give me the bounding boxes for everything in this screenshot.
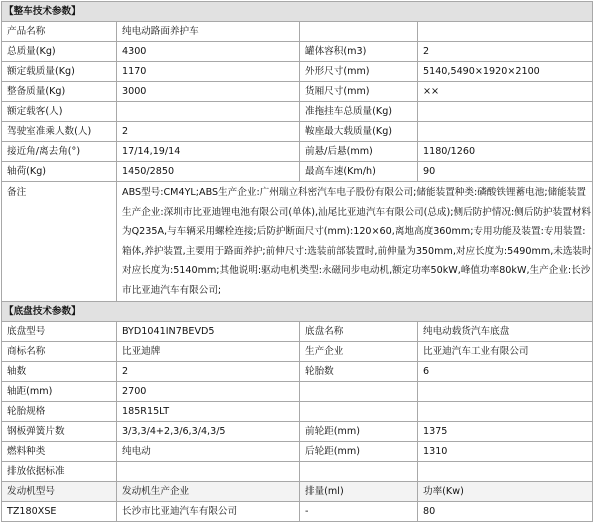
- field-label: 轮胎数: [300, 362, 418, 382]
- remarks-value: ABS型号:CM4YL;ABS生产企业:广州瑞立科密汽车电子股份有限公司;储能装置种类:磷酸铁锂蓄电池;储能装置生产企业:深圳市比亚迪锂电池有限公司(单体),汕尾比亚迪汽车有限公司(总成);侧后防护情况:侧后防护装置材料为Q235A,与车辆采用螺栓连接;后防护断面尺寸(mm):120×60,离地高度360mm;专用功能及装置:专用装置:箱体,养护装置,主要用于路面养护;前伸尺寸:选装前部装置时,前伸量为350mm,对应长度为:5490mm,未选装时对应长度为:5140mm;其他说明:驱动电机类型:永磁同步电动机,额定功率50kW,峰值功率80kW,生产企业:长沙市比亚迪汽车有限公司;: [117, 182, 593, 302]
- field-label: 底盘型号: [2, 322, 117, 342]
- vehicle-row: [2, 22, 593, 42]
- engine-column-header: 发动机型号: [2, 482, 117, 502]
- field-value: 2: [117, 122, 300, 142]
- field-label: 底盘名称: [300, 322, 418, 342]
- field-value: 1375: [418, 422, 593, 442]
- field-label: [300, 462, 418, 482]
- engine-cell: 80: [418, 502, 593, 522]
- remarks-label: 备注: [2, 182, 117, 302]
- vehicle-row: [2, 162, 593, 182]
- field-label: 接近角/离去角(°): [2, 142, 117, 162]
- field-value: 185R15LT: [117, 402, 300, 422]
- field-value: 4300: [117, 42, 300, 62]
- field-value: 90: [418, 162, 593, 182]
- field-value: [418, 402, 593, 422]
- field-label: 轮胎规格: [2, 402, 117, 422]
- field-value: [117, 102, 300, 122]
- vehicle-row: [2, 102, 593, 122]
- vehicle-section-header: [2, 2, 593, 22]
- field-value: 17/14,19/14: [117, 142, 300, 162]
- engine-cell: -: [300, 502, 418, 522]
- engine-cell: TZ180XSE: [2, 502, 117, 522]
- engine-cell: 长沙市比亚迪汽车有限公司: [117, 502, 300, 522]
- field-label: 整备质量(Kg): [2, 82, 117, 102]
- field-value: 1170: [117, 62, 300, 82]
- field-label: 总质量(Kg): [2, 42, 117, 62]
- vehicle-row: [2, 142, 593, 162]
- chassis-row: [2, 462, 593, 482]
- field-value: 比亚迪牌: [117, 342, 300, 362]
- field-value: BYD1041IN7BEVD5: [117, 322, 300, 342]
- field-label: 商标名称: [2, 342, 117, 362]
- field-value: [418, 102, 593, 122]
- field-label: 货厢尺寸(mm): [300, 82, 418, 102]
- field-label: 轴数: [2, 362, 117, 382]
- chassis-row: [2, 342, 593, 362]
- chassis-row: [2, 382, 593, 402]
- field-value: 2: [117, 362, 300, 382]
- chassis-row: [2, 362, 593, 382]
- field-value: 3000: [117, 82, 300, 102]
- field-value: [418, 382, 593, 402]
- field-label: 驾驶室准乘人数(人): [2, 122, 117, 142]
- spec-table: [1, 1, 593, 522]
- field-label: 额定载质量(Kg): [2, 62, 117, 82]
- field-value: [418, 122, 593, 142]
- field-label: 外形尺寸(mm): [300, 62, 418, 82]
- field-value: 1450/2850: [117, 162, 300, 182]
- vehicle-row: [2, 42, 593, 62]
- field-value: 纯电动: [117, 442, 300, 462]
- chassis-section-header: [2, 302, 593, 322]
- field-label: [300, 382, 418, 402]
- field-value: 2700: [117, 382, 300, 402]
- field-value: 2: [418, 42, 593, 62]
- field-value: 5140,5490×1920×2100: [418, 62, 593, 82]
- field-value: 纯电动路面养护车: [117, 22, 300, 42]
- field-label: 轴距(mm): [2, 382, 117, 402]
- field-label: 燃料种类: [2, 442, 117, 462]
- remarks-row: [2, 182, 593, 302]
- chassis-row: [2, 422, 593, 442]
- field-label: 准拖挂车总质量(Kg): [300, 102, 418, 122]
- vehicle-row: [2, 62, 593, 82]
- field-label: 前轮距(mm): [300, 422, 418, 442]
- field-value: [117, 462, 300, 482]
- field-value: [418, 462, 593, 482]
- field-label: 后轮距(mm): [300, 442, 418, 462]
- vehicle-row: [2, 122, 593, 142]
- field-value: ××: [418, 82, 593, 102]
- field-label: [300, 22, 418, 42]
- engine-row: [2, 502, 593, 522]
- field-label: [300, 402, 418, 422]
- chassis-row: [2, 322, 593, 342]
- engine-column-header: 排量(ml): [300, 482, 418, 502]
- field-label: 前悬/后悬(mm): [300, 142, 418, 162]
- field-value: [418, 22, 593, 42]
- field-label: 鞍座最大载质量(Kg): [300, 122, 418, 142]
- field-label: 轴荷(Kg): [2, 162, 117, 182]
- field-label: 最高车速(Km/h): [300, 162, 418, 182]
- field-label: 罐体容积(m3): [300, 42, 418, 62]
- field-label: 钢板弹簧片数: [2, 422, 117, 442]
- field-label: 生产企业: [300, 342, 418, 362]
- chassis-section-title: 【底盘技术参数】: [2, 302, 593, 322]
- field-value: 比亚迪汽车工业有限公司: [418, 342, 593, 362]
- field-value: 6: [418, 362, 593, 382]
- field-value: 1180/1260: [418, 142, 593, 162]
- vehicle-section-title: 【整车技术参数】: [2, 2, 593, 22]
- engine-column-header: 功率(Kw): [418, 482, 593, 502]
- field-value: 3/3,3/4+2,3/6,3/4,3/5: [117, 422, 300, 442]
- field-label: 排放依据标准: [2, 462, 117, 482]
- engine-header-row: [2, 482, 593, 502]
- field-value: 1310: [418, 442, 593, 462]
- chassis-row: [2, 402, 593, 422]
- chassis-row: [2, 442, 593, 462]
- vehicle-row: [2, 82, 593, 102]
- engine-column-header: 发动机生产企业: [117, 482, 300, 502]
- field-label: 额定载客(人): [2, 102, 117, 122]
- field-label: 产品名称: [2, 22, 117, 42]
- field-value: 纯电动载货汽车底盘: [418, 322, 593, 342]
